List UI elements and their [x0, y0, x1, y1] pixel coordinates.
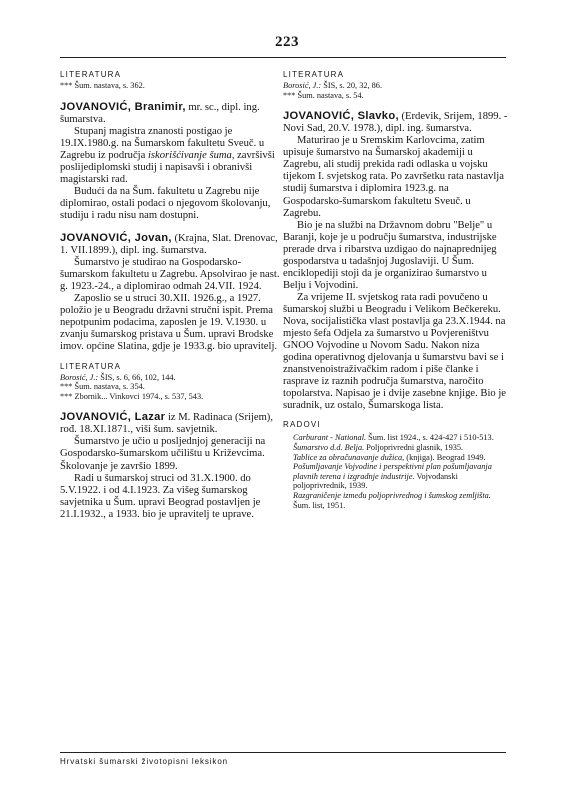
works-item	[293, 433, 508, 443]
entry-heading	[283, 110, 508, 135]
literature-section	[60, 70, 285, 91]
ref-text: ŠIS, s. 20, 32, 86.	[321, 81, 383, 90]
work-source: (knjiga). Beograd 1949.	[404, 452, 486, 462]
ref-text: Zbornik... Vinkovci 1974., s. 537, 543.	[72, 391, 204, 401]
work-source: Vojvođanski poljoprivrednik, 1939.	[293, 471, 458, 491]
entry-lazar	[60, 411, 285, 520]
entry-paragraph: Maturirao je u Sremskim Karlovcima, zatim upisuje šumarstvo na Šumarskoj akademiji u Zagrebu, ali studij prekida radi odlaska u vojsku tijekom I. svjetskog rata. Po završetku rata nastavlja studij šumarstva i diplomira 1923.g. na Gospodarsko-šumarskom fakultetu Sveuč. u Zagrebu.	[283, 135, 504, 219]
literature-ref	[60, 81, 285, 91]
works-item	[293, 443, 508, 453]
page-number: 223	[275, 34, 299, 50]
ref-text: Šum. nastava, s. 354.	[72, 382, 145, 392]
entry-heading-rest: (Krajna, Slat. Drenovac, 1. VII.1899.), dipl. ing. šumarstva.	[60, 233, 278, 257]
ref-author: ***	[60, 382, 73, 392]
entry-paragraph: Šumarstvo je studirao na Gospodarsko-šumarskom fakultetu u Zagrebu. Apsolvirao je nast. g. 1923.-24., a diplomirao odmah 24.VII. 1924.	[60, 257, 280, 293]
entry-heading	[60, 411, 285, 436]
works-section	[283, 420, 508, 510]
ref-author: ***	[60, 81, 73, 90]
left-column	[60, 70, 285, 521]
footer-text: Hrvatski šumarski životopisni leksikon	[60, 757, 229, 766]
entry-heading-rest: (Erdevik, Srijem, 1899. - Novi Sad, 20.V. 1978.), dipl. ing. šumarstva.	[283, 111, 508, 135]
entry-heading	[60, 232, 285, 257]
ref-author: Borosić, J.:	[60, 372, 99, 382]
work-title: Tablice za obračunavanje dužica,	[293, 452, 405, 462]
entry-branimir	[60, 101, 285, 222]
ref-text: ŠIS, s. 6, 66, 102, 144.	[98, 372, 176, 382]
literature-ref	[60, 392, 285, 402]
work-title: Pošumljavanje Vojvodine i perspektivni plan pošumljavanja plavnih terena i izgradnje industrije.	[293, 462, 492, 481]
literature-section	[283, 70, 508, 100]
work-source: Šum. list 1924., s. 424-427 i 510-513.	[366, 433, 494, 443]
literature-label: LITERATURA	[60, 70, 122, 79]
literature-ref	[60, 373, 285, 383]
entry-name: JOVANOVIĆ, Lazar	[60, 411, 166, 424]
literature-ref	[283, 81, 508, 91]
entry-heading-rest: mr. sc., dipl. ing. šumarstva.	[60, 101, 260, 125]
works-item	[293, 453, 508, 463]
entry-paragraph: Bio je na službi na Državnom dobru "Belje" u Baranji, koje je u području šumarstva, industrijske prerade drva i ribarstva uzdigao do najnaprednijeg gospodarstva u tadašnjoj Jugoslaviji. U Šum. enciklopediji stoji da je organizirao šumarstvo u Belju i Vojvodini.	[283, 219, 497, 291]
entry-name: JOVANOVIĆ, Slavko,	[283, 110, 399, 123]
work-source: Poljoprivredni glasnik, 1935.	[364, 442, 464, 452]
para-text: Stupanj magistra znanosti postigao je 19.IX.1980.g. na Šumarskom fakultetu Sveuč. u Zagrebu iz područja	[60, 125, 265, 161]
work-title: Carburant - National.	[293, 433, 367, 443]
entry-heading	[60, 101, 285, 126]
literature-label: LITERATURA	[283, 70, 345, 79]
entry-heading-rest: iz M. Radinaca (Srijem), rođ. 18.XI.1871., viši šum. savjetnik.	[60, 412, 273, 436]
entry-paragraph: Zaposlio se u struci 30.XII. 1926.g., a 1927. položio je u Beogradu državni stručni ispit. Prema nepotpunim podacima, zaposlen je 19. V.1930. u zvanju šumarskog pristava u Šum. upravi Brodske imov. općine Slatina, gdje je 1933.g. bio upravitelj.	[60, 293, 278, 353]
para-italic-text: iskorišćivanje šuma	[147, 149, 232, 161]
ref-author: Borosić, J.:	[283, 81, 322, 90]
literature-ref	[283, 91, 508, 101]
entry-slavko	[283, 110, 508, 412]
literature-label: LITERATURA	[60, 361, 122, 371]
entry-jovan	[60, 232, 285, 353]
entry-name: JOVANOVIĆ, Branimir,	[60, 100, 186, 113]
work-source: Šum. list, 1951.	[293, 500, 346, 510]
footer-rule	[60, 752, 506, 753]
literature-section	[60, 362, 285, 402]
entry-name: JOVANOVIĆ, Jovan,	[60, 232, 172, 245]
ref-author: ***	[60, 391, 73, 401]
work-title: Razgraničenje između poljoprivrednog i šumskog zemljišta.	[293, 490, 491, 500]
ref-text: Šum. nastava, s. 54.	[295, 90, 364, 100]
works-label: RADOVI	[283, 420, 321, 430]
works-item	[293, 462, 508, 491]
header-rule	[60, 57, 506, 58]
ref-author: ***	[283, 90, 296, 100]
works-item	[293, 491, 508, 510]
ref-text: Šum. nastava, s. 362.	[72, 81, 145, 90]
entry-paragraph: Radi u šumarskoj struci od 31.X.1900. do 5.V.1922. i od 4.I.1923. Za višeg šumarskog savjetnika u Šum. upravi Beograd postavljen je 21.I.1932., a 1933. bio je upravitelj te uprave.	[60, 472, 261, 520]
entry-paragraph: Šumarstvo je učio u posljednjoj generaciji na Gospodarsko-šumarskom učilištu u Križevcima. Školovanje je završio 1899.	[60, 436, 266, 472]
entry-paragraph	[60, 126, 285, 186]
para-text-after: , završivši poslijediplomski studij i napisavši i obranivši magistarski rad.	[60, 149, 275, 185]
entry-paragraph: Budući da na Šum. fakultetu u Zagrebu nije diplomirao, ostali podaci o njegovom školovanju, studiju i radu nisu nam dostupni.	[60, 185, 271, 222]
works-list	[283, 433, 508, 510]
literature-ref	[60, 382, 285, 392]
entry-paragraph: Za vrijeme II. svjetskog rata radi povučeno u šumarskoj službi u Beogradu i Velikom Bečkereku. Nova, socijalistička vlast postavlja ga 23.X.1944. na mjesto šefa Odjela za šumarstvo u Povjereništvu GNOO Vojvodine u Novom Sadu. Nakon niza godina operativnog djelovanja u šumarstvu bavi se i znanstvenoistraživačkim radom i piše članke i rasprave iz raznih područja šumarstva, naročito topolarstva. Napisao je i dvije zasebne knjige. Bio je suradnik, uz ostalo, Šumarskoga lista.	[283, 291, 506, 412]
right-column	[283, 70, 508, 510]
work-title: Šumarstvo d.d. Belja.	[293, 442, 365, 452]
